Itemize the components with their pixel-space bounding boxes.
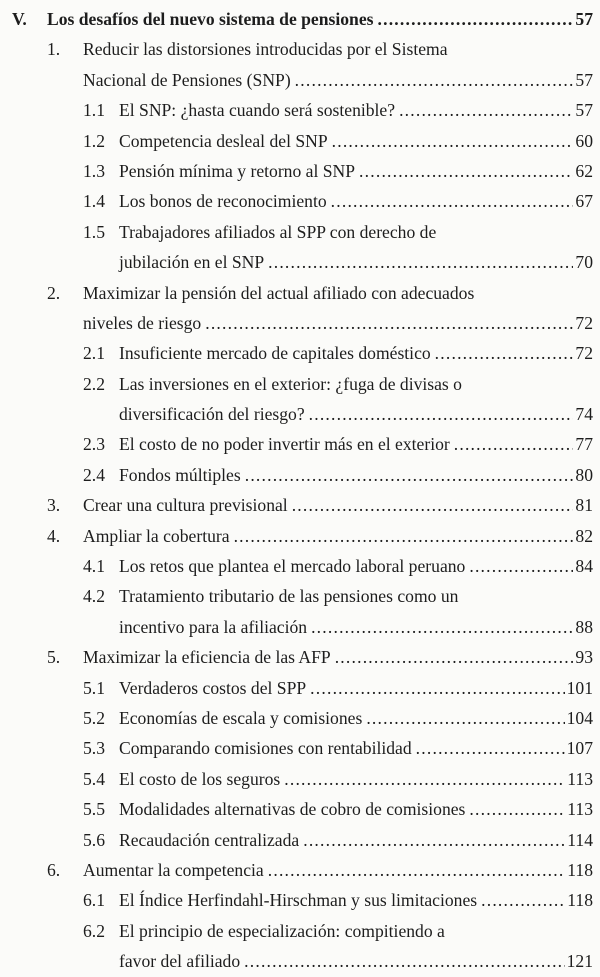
page-number: 93 [575, 647, 593, 668]
entry-title: Las inversiones en el exterior: ¿fuga de divisas o [119, 373, 462, 394]
entry-title: Comparando comisiones con rentabilidad [119, 738, 412, 759]
section-entry[interactable] [0, 521, 600, 551]
entry-text-row [83, 642, 593, 672]
entry-text-row [119, 429, 593, 459]
page-number: 77 [575, 434, 593, 455]
toc-line [0, 278, 600, 308]
toc-line [0, 673, 600, 703]
entry-text-row [119, 581, 593, 611]
toc-line [0, 369, 600, 399]
entry-number: 3. [47, 495, 61, 516]
page-number: 57 [575, 100, 593, 121]
page-number: 118 [567, 859, 593, 880]
entry-number: 2. [47, 282, 61, 303]
entry-text-row [83, 855, 593, 885]
section-entry[interactable] [0, 278, 600, 339]
subsection-entry[interactable] [0, 703, 600, 733]
entry-text-row [119, 460, 593, 490]
entry-text-row [119, 794, 593, 824]
section-entry[interactable] [0, 855, 600, 885]
entry-text-row [83, 521, 593, 551]
subsection-entry[interactable] [0, 369, 600, 430]
toc-line [0, 156, 600, 186]
page-number: 114 [567, 829, 593, 850]
page-number: 70 [575, 252, 593, 273]
page-number: 84 [575, 556, 593, 577]
subsection-entry[interactable] [0, 217, 600, 278]
page-number: 74 [575, 404, 593, 425]
toc-line [0, 946, 600, 976]
subsection-entry[interactable] [0, 825, 600, 855]
subsection-entry[interactable] [0, 885, 600, 915]
page-number: 60 [575, 130, 593, 151]
entry-title: Maximizar la eficiencia de las AFP [83, 647, 331, 668]
page-number: 57 [575, 69, 593, 90]
toc-line [0, 703, 600, 733]
subsection-entry[interactable] [0, 429, 600, 459]
entry-title: Trabajadores afiliados al SPP con derecho de [119, 221, 437, 242]
entry-title: incentivo para la afiliación [119, 616, 308, 637]
entry-text-row [119, 338, 593, 368]
entry-number: V. [12, 9, 27, 29]
dot-leader [245, 460, 574, 490]
dot-leader [309, 399, 574, 429]
dot-leader [416, 733, 565, 763]
entry-text-row [119, 612, 593, 642]
entry-text-row [119, 703, 593, 733]
entry-text-row [83, 308, 593, 338]
toc-line [0, 855, 600, 885]
page-number: 113 [567, 799, 593, 820]
toc-line [0, 916, 600, 946]
page-number: 80 [575, 464, 593, 485]
page-number: 72 [575, 343, 593, 364]
entry-title: Modalidades alternativas de cobro de comisiones [119, 799, 466, 820]
dot-leader [454, 429, 574, 459]
entry-title: Insuficiente mercado de capitales doméstico [119, 343, 431, 364]
entry-title: Economías de escala y comisiones [119, 707, 363, 728]
entry-text-row [119, 156, 593, 186]
dot-leader [292, 490, 574, 520]
dot-leader [310, 673, 564, 703]
subsection-entry[interactable] [0, 186, 600, 216]
subsection-entry[interactable] [0, 673, 600, 703]
subsection-entry[interactable] [0, 460, 600, 490]
page-number: 121 [566, 951, 593, 972]
page-number: 72 [575, 312, 593, 333]
toc-line [0, 490, 600, 520]
page-number: 107 [566, 738, 593, 759]
dot-leader [311, 612, 573, 642]
entry-text-row [119, 95, 593, 125]
toc-line [0, 95, 600, 125]
entry-title: niveles de riesgo [83, 312, 202, 333]
entry-text-row [47, 4, 593, 34]
entry-number: 5. [47, 647, 61, 668]
toc-line [0, 885, 600, 915]
page-number: 81 [575, 495, 593, 516]
entry-number: 2.2 [83, 373, 105, 394]
entry-text-row [119, 733, 593, 763]
entry-title: El costo de los seguros [119, 768, 281, 789]
entry-number: 1.3 [83, 160, 105, 181]
entry-number: 2.4 [83, 464, 105, 485]
subsection-entry[interactable] [0, 551, 600, 581]
dot-leader [284, 764, 565, 794]
entry-text-row [83, 490, 593, 520]
entry-title: Los desafíos del nuevo sistema de pensiones [47, 9, 374, 29]
entry-number: 6. [47, 859, 61, 880]
toc-line [0, 308, 600, 338]
entry-text-row [119, 399, 593, 429]
subsection-entry[interactable] [0, 733, 600, 763]
subsection-entry[interactable] [0, 95, 600, 125]
entry-number: 5.4 [83, 768, 105, 789]
entry-text-row [119, 126, 593, 156]
chapter-entry[interactable] [0, 4, 600, 34]
dot-leader [359, 156, 573, 186]
entry-number: 1.5 [83, 221, 105, 242]
toc-line [0, 217, 600, 247]
entry-number: 4.2 [83, 586, 105, 607]
toc-line [0, 247, 600, 277]
entry-text-row [83, 278, 593, 308]
entry-text-row [119, 673, 593, 703]
entry-number: 6.2 [83, 920, 105, 941]
entry-number: 2.1 [83, 343, 105, 364]
entry-text-row [119, 551, 593, 581]
dot-leader [268, 855, 566, 885]
dot-leader [295, 65, 574, 95]
dot-leader [244, 946, 564, 976]
entry-text-row [83, 65, 593, 95]
toc-line [0, 551, 600, 581]
subsection-entry[interactable] [0, 794, 600, 824]
entry-text-row [83, 34, 593, 64]
dot-leader [335, 642, 574, 672]
toc-line [0, 581, 600, 611]
entry-title: Ampliar la cobertura [83, 525, 230, 546]
entry-text-row [119, 247, 593, 277]
toc-line [0, 399, 600, 429]
toc-line [0, 126, 600, 156]
entry-number: 1.1 [83, 100, 105, 121]
dot-leader [205, 308, 573, 338]
dot-leader [378, 4, 574, 34]
toc-line [0, 4, 600, 34]
entry-title: Recaudación centralizada [119, 829, 300, 850]
dot-leader [303, 825, 565, 855]
entry-title: Nacional de Pensiones (SNP) [83, 69, 291, 90]
entry-title: favor del afiliado [119, 951, 241, 972]
entry-number: 2.3 [83, 434, 105, 455]
toc-line [0, 794, 600, 824]
dot-leader [435, 338, 574, 368]
entry-title: Maximizar la pensión del actual afiliado con adecuados [83, 282, 475, 303]
subsection-entry[interactable] [0, 764, 600, 794]
entry-number: 1.2 [83, 130, 105, 151]
toc-line [0, 521, 600, 551]
subsection-entry[interactable] [0, 156, 600, 186]
entry-text-row [119, 764, 593, 794]
dot-leader [399, 95, 573, 125]
entry-number: 5.3 [83, 738, 105, 759]
entry-title: diversificación del riesgo? [119, 404, 305, 425]
entry-title: Reducir las distorsiones introducidas por el Sistema [83, 39, 448, 60]
entry-title: Competencia desleal del SNP [119, 130, 328, 151]
entry-title: Verdaderos costos del SPP [119, 677, 307, 698]
toc-line [0, 460, 600, 490]
entry-text-row [119, 186, 593, 216]
entry-text-row [119, 217, 593, 247]
entry-number: 5.1 [83, 677, 105, 698]
page-number: 57 [575, 9, 593, 29]
toc-line [0, 825, 600, 855]
toc-line [0, 338, 600, 368]
dot-leader [481, 885, 565, 915]
entry-title: Aumentar la competencia [83, 859, 264, 880]
entry-title: El Índice Herfindahl-Hirschman y sus limitaciones [119, 890, 478, 911]
subsection-entry[interactable] [0, 338, 600, 368]
entry-number: 4. [47, 525, 61, 546]
toc-line [0, 65, 600, 95]
toc-line [0, 612, 600, 642]
page-number: 118 [567, 890, 593, 911]
toc-line [0, 429, 600, 459]
toc-line [0, 34, 600, 64]
toc-line [0, 733, 600, 763]
entry-number: 5.5 [83, 799, 105, 820]
entry-number: 6.1 [83, 890, 105, 911]
subsection-entry[interactable] [0, 126, 600, 156]
entry-text-row [119, 916, 593, 946]
subsection-entry[interactable] [0, 581, 600, 642]
entry-title: Fondos múltiples [119, 464, 241, 485]
dot-leader [366, 703, 564, 733]
entry-title: jubilación en el SNP [119, 252, 265, 273]
page-number: 82 [575, 525, 593, 546]
entry-text-row [119, 885, 593, 915]
table-of-contents [0, 4, 600, 977]
dot-leader [234, 521, 574, 551]
page-number: 62 [575, 160, 593, 181]
dot-leader [331, 186, 574, 216]
dot-leader [332, 126, 574, 156]
toc-line [0, 764, 600, 794]
section-entry[interactable] [0, 642, 600, 672]
toc-line [0, 642, 600, 672]
entry-number: 1. [47, 39, 61, 60]
entry-text-row [119, 369, 593, 399]
entry-text-row [119, 825, 593, 855]
entry-number: 4.1 [83, 556, 105, 577]
entry-title: El costo de no poder invertir más en el exterior [119, 434, 450, 455]
entry-title: Pensión mínima y retorno al SNP [119, 160, 356, 181]
entry-number: 5.2 [83, 707, 105, 728]
page-number: 101 [566, 677, 593, 698]
entry-text-row [119, 946, 593, 976]
entry-number: 5.6 [83, 829, 105, 850]
entry-title: Crear una cultura previsional [83, 495, 288, 516]
page-number: 67 [575, 191, 593, 212]
section-entry[interactable] [0, 490, 600, 520]
dot-leader [469, 551, 573, 581]
section-entry[interactable] [0, 34, 600, 95]
toc-line [0, 186, 600, 216]
entry-title: El principio de especialización: compitiendo a [119, 920, 445, 941]
entry-title: El SNP: ¿hasta cuando será sostenible? [119, 100, 396, 121]
page-number: 104 [566, 707, 593, 728]
entry-title: Los retos que plantea el mercado laboral peruano [119, 556, 466, 577]
page-number: 113 [567, 768, 593, 789]
dot-leader [268, 247, 573, 277]
page-number: 88 [575, 616, 593, 637]
dot-leader [469, 794, 565, 824]
entry-title: Tratamiento tributario de las pensiones como un [119, 586, 459, 607]
entry-title: Los bonos de reconocimiento [119, 191, 327, 212]
entry-number: 1.4 [83, 191, 105, 212]
subsection-entry[interactable] [0, 916, 600, 977]
